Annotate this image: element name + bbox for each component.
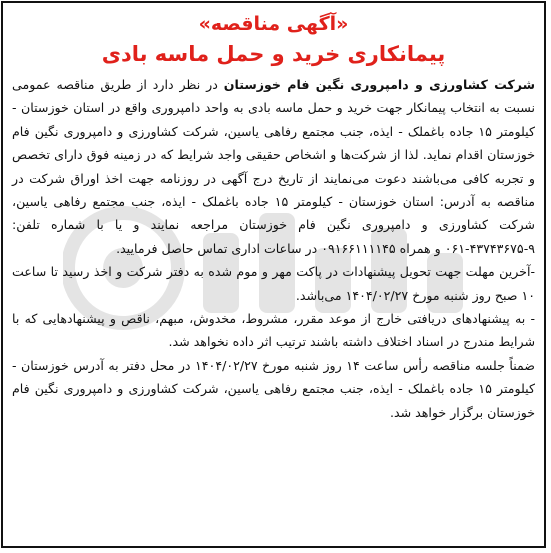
- notice-body: [12, 73, 535, 424]
- notice-paragraph-deadline: -آخرین مهلت جهت تحویل پیشنهادات در پاکت مهر و موم شده به دفتر شرکت و اخذ رسید تا ساعت ۱۰ صبح روز شنبه مورخ ۱۴۰۴/۰۲/۲۷ می‌باشد.: [12, 264, 535, 303]
- company-name: شرکت کشاورزی و دامپروری نگین فام خوزستان: [223, 77, 535, 92]
- tender-notice: [1, 1, 546, 548]
- notice-subtitle: پیمانکاری خرید و حمل ماسه بادی: [101, 42, 446, 66]
- notice-title: «آگهی مناقصه»: [198, 13, 349, 35]
- notice-paragraph-conditions: - به پیشنهادهای دریافتی خارج از موعد مقرر، مشروط، مخدوش، مبهم، ناقص و پیشنهادهایی که با شرایط مندرج در اسناد اختلاف داشته باشند ترتیب اثر داده نخواهد شد.: [12, 311, 535, 350]
- notice-paragraph-session: ضمناً جلسه مناقصه رأس ساعت ۱۴ روز شنبه مورخ ۱۴۰۴/۰۲/۲۷ در محل دفتر به آدرس خوزستان - کیلومتر ۱۵ جاده باغملک - ایذه، جنب مجتمع رفاهی یاسین، شرکت کشاورزی و دامپروری نگین فام خوزستان برگزار خواهد شد.: [12, 357, 535, 420]
- intro-text: در نظر دارد از طریق مناقصه عمومی نسبت به انتخاب پیمانکار جهت خرید و حمل ماسه بادی به واحد دامپروری واقع در استان خوزستان - کیلومتر ۱۵ جاده باغملک - ایذه، جنب مجتمع رفاهی یاسین، شرکت کشاورزی و دامپروری نگین فام خوزستان اقدام نماید. لذا از شرکت‌ها و اشخاص حقیقی واجد شرایط که در زمینه فوق دارای تخصص و تجربه کافی می‌باشند دعوت می‌نمایند از تاریخ درج آگهی در روزنامه جهت اخذ اوراق شرکت در مناقصه به آدرس: استان خوزستان - کیلومتر ۱۵ جاده باغملک - ایذه، جنب مجتمع رفاهی یاسین، شرکت کشاورزی و دامپروری نگین فام خوزستان مراجعه نمایند و یا با شماره تلفن: ۹-۴۳۷۴۳۶۷۵-۰۶۱ و همراه ۰۹۱۶۶۱۱۱۱۴۵ در ساعات اداری تماس حاصل فرمایید.: [12, 77, 536, 256]
- notice-paragraph-intro: [12, 73, 535, 260]
